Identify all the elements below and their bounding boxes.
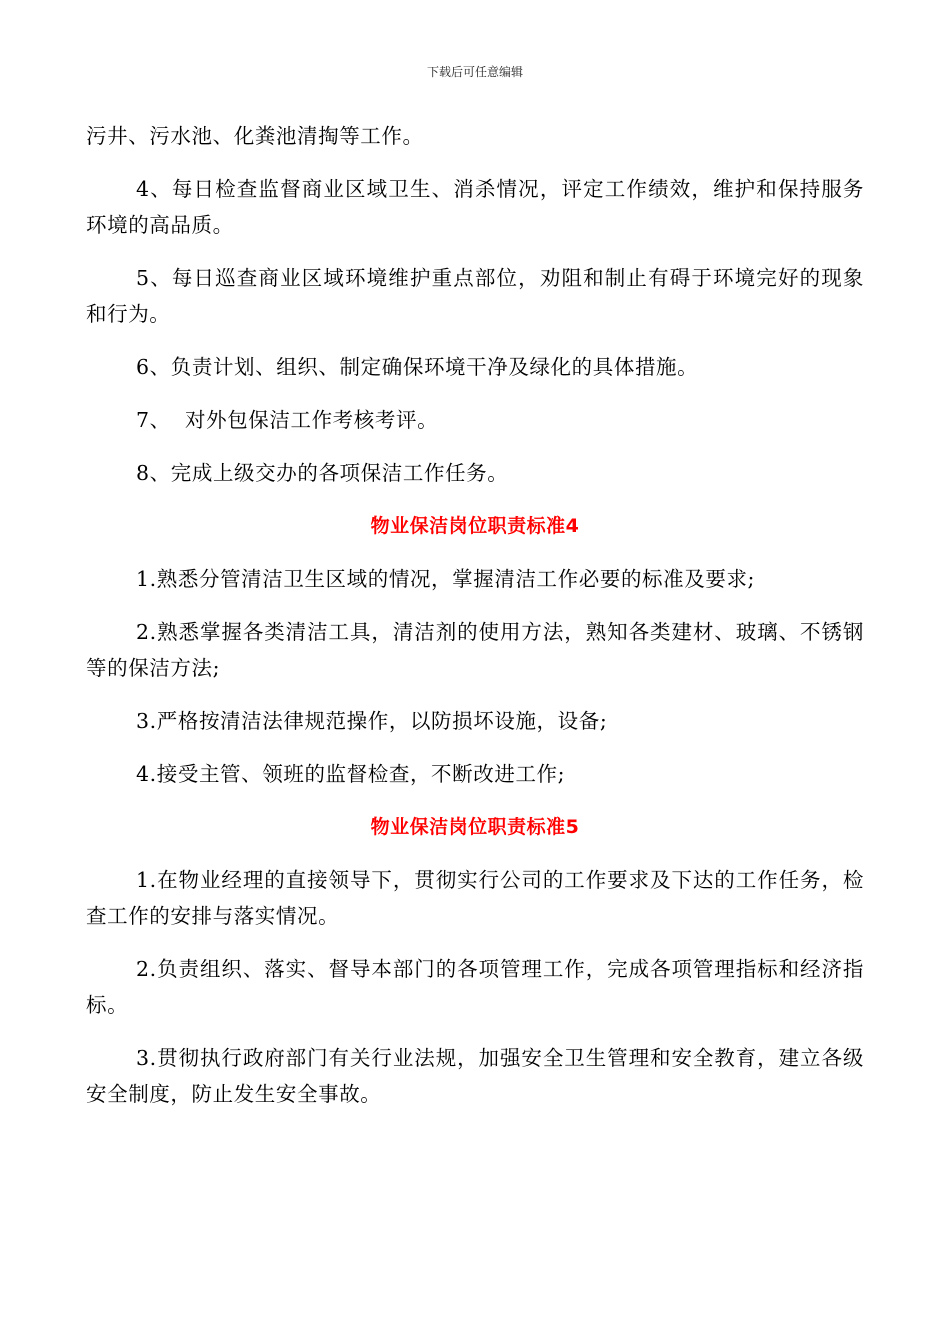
paragraph-s5-item-2: 2.负责组织、落实、督导本部门的各项管理工作，完成各项管理指标和经济指标。 — [86, 957, 864, 1017]
paragraph-item-7: 7、 对外包保洁工作考核考评。 — [136, 408, 439, 432]
page-header-note: 下载后可任意编辑 — [426, 65, 523, 79]
section-heading-5: 物业保洁岗位职责标准5 — [370, 816, 580, 838]
paragraph-item-4: 4、每日检查监督商业区域卫生、消杀情况，评定工作绩效，维护和保持服务环境的高品质。 — [86, 177, 864, 237]
paragraph-item-8: 8、完成上级交办的各项保洁工作任务。 — [136, 461, 509, 485]
paragraph-s4-item-1: 1.熟悉分管清洁卫生区域的情况，掌握清洁工作必要的标准及要求; — [136, 567, 756, 591]
paragraph-s4-item-4: 4.接受主管、领班的监督检查，不断改进工作; — [136, 762, 566, 786]
document-body — [86, 118, 864, 1129]
paragraph-continuation: 污井、污水池、化粪池清掏等工作。 — [86, 124, 424, 148]
paragraph-s4-item-3: 3.严格按清洁法律规范操作，以防损坏设施，设备; — [136, 709, 608, 733]
paragraph-item-5: 5、每日巡查商业区域环境维护重点部位，劝阻和制止有碍于环境完好的现象和行为。 — [86, 266, 864, 326]
paragraph-s5-item-1: 1.在物业经理的直接领导下，贯彻实行公司的工作要求及下达的工作任务，检查工作的安排与落实情况。 — [86, 868, 864, 928]
paragraph-s4-item-2: 2.熟悉掌握各类清洁工具，清洁剂的使用方法，熟知各类建材、玻璃、不锈钢等的保洁方法; — [86, 620, 864, 680]
paragraph-s5-item-3: 3.贯彻执行政府部门有关行业法规，加强安全卫生管理和安全教育，建立各级安全制度，防止发生安全事故。 — [86, 1046, 864, 1106]
paragraph-item-6: 6、负责计划、组织、制定确保环境干净及绿化的具体措施。 — [136, 355, 699, 379]
section-heading-4: 物业保洁岗位职责标准4 — [370, 515, 580, 537]
